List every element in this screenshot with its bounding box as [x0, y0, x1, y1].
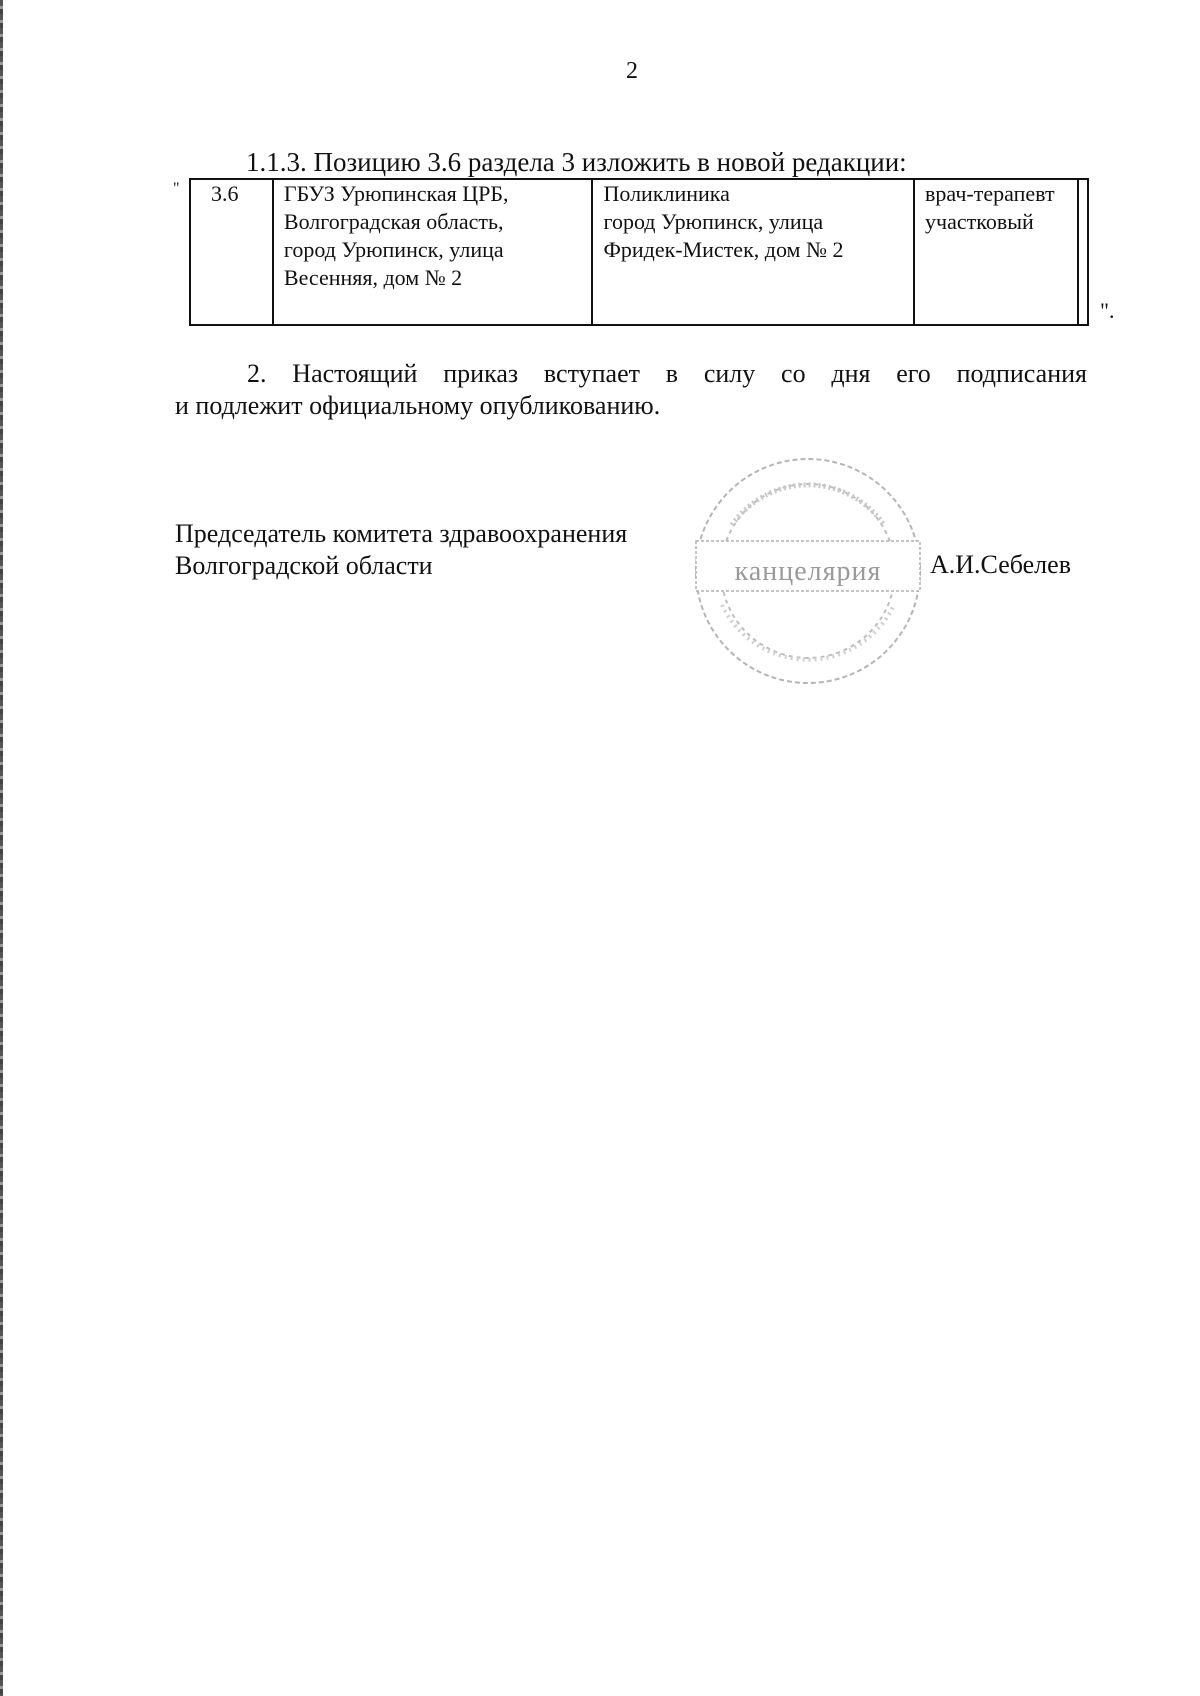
empty-cell: [1078, 179, 1088, 325]
table-close-quote: ".: [1100, 298, 1115, 323]
section-heading: 1.1.3. Позицию 3.6 раздела 3 изложить в новой редакции:: [246, 147, 907, 177]
stamp-border-text: [732, 485, 884, 525]
paragraph-line: 2. Настоящий приказ вступает в силу со дня его подписания: [247, 359, 1087, 388]
stamp-border-text: [722, 605, 894, 660]
specialty-line: участковый: [925, 209, 1034, 234]
paragraph-line: и подлежит официальному опубликованию.: [175, 391, 661, 420]
organization-line: ГБУЗ Урюпинская ЦРБ,: [283, 181, 509, 206]
organization-line: город Урюпинск, улица: [283, 237, 504, 262]
signatory-position-line: Председатель комитета здравоохранения: [175, 519, 628, 548]
table-open-quote: ": [173, 180, 180, 197]
table-row: [190, 179, 1088, 325]
page-number: 2: [626, 58, 638, 84]
organization-cell: [273, 179, 593, 325]
effective-date-paragraph: [175, 358, 1087, 422]
scan-edge: [0, 0, 3, 1696]
stamp-label: канцелярия: [734, 556, 882, 587]
organization-line: Весенняя, дом № 2: [283, 265, 463, 290]
specialty-cell: [914, 179, 1078, 325]
position-number-cell: [190, 179, 273, 325]
specialty-line: врач-терапевт: [925, 181, 1055, 206]
signatory-position: [175, 518, 627, 582]
address-cell: [592, 179, 914, 325]
position-number: 3.6: [211, 181, 239, 206]
address-line: Фридек-Мистек, дом № 2: [603, 237, 844, 262]
signatory-position-line: Волгоградской области: [175, 551, 433, 580]
address-line: Поликлиника: [603, 181, 730, 206]
organization-line: Волгоградская область,: [283, 209, 504, 234]
signatory-name: А.И.Себелев: [930, 550, 1071, 579]
position-table: [189, 178, 1089, 326]
address-line: город Урюпинск, улица: [603, 209, 824, 234]
